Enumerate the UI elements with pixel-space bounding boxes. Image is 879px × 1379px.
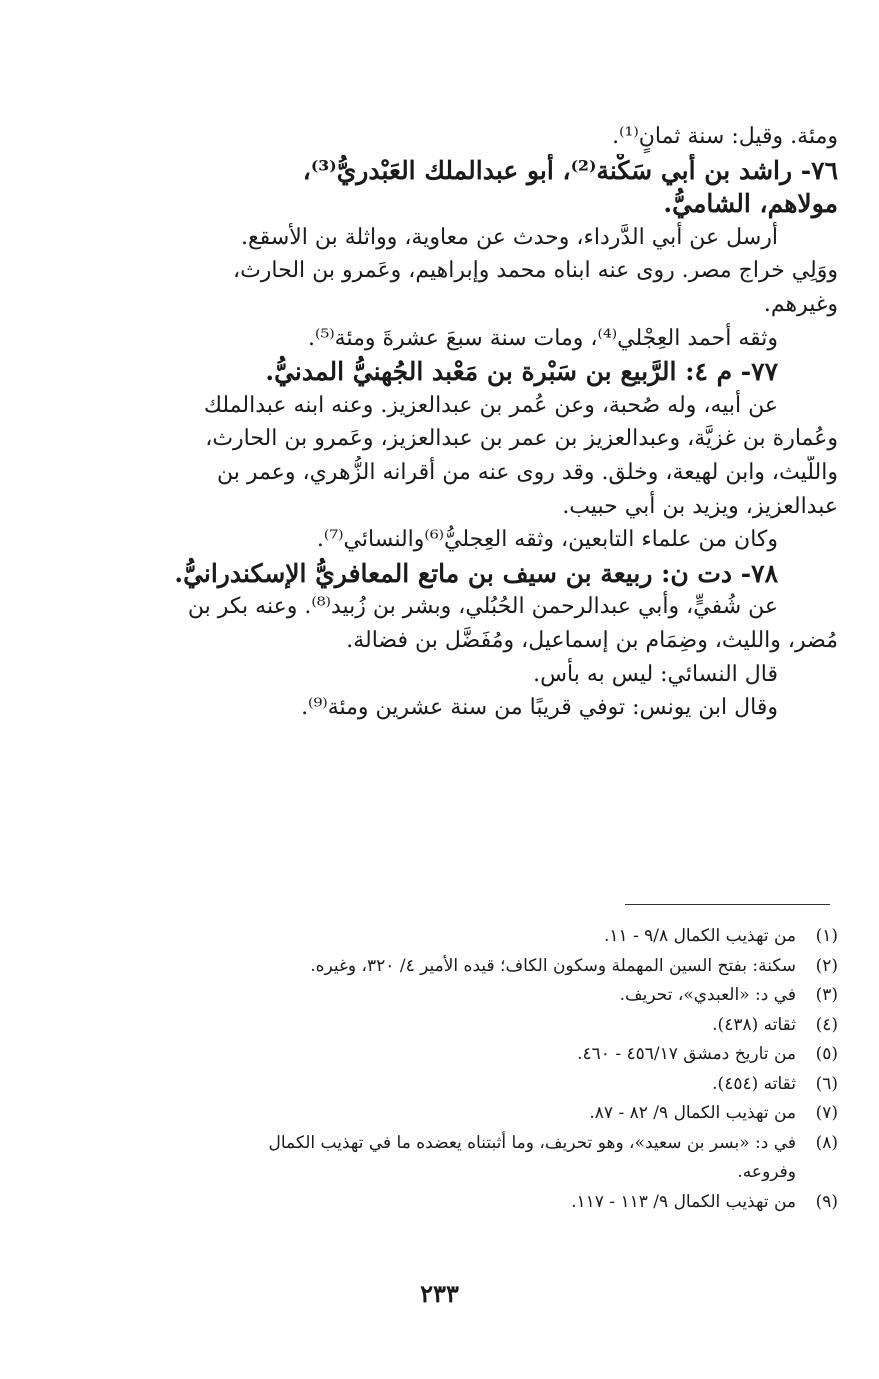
footnote-number: (١): [815, 926, 838, 946]
text-line: وثقه أحمد العِجْلي⁽⁴⁾، ومات سنة سبعَ عشرةَ ومئة⁽⁵⁾.: [308, 325, 778, 351]
footnote-number: (٦): [815, 1073, 838, 1094]
footnote: [120, 1099, 838, 1129]
footnotes: [120, 922, 838, 1217]
footnote: [120, 1129, 838, 1159]
footnote-text: من تهذيب الكمال ٩/ ١١٣ - ١١٧.: [571, 1191, 796, 1212]
footnote-text: من تهذيب الكمال ٩/ ٨٢ - ٨٧.: [589, 1103, 796, 1123]
text-line: وغيرهم.: [763, 291, 838, 317]
text-line: ووَلِي خراج مصر. روى عنه ابناه محمد وإبراهيم، وعَمرو بن الحارث،: [233, 258, 838, 284]
footnote-number: (٢): [815, 955, 838, 976]
footnote-text: من تاريخ دمشق ٤٥٦/١٧ - ٤٦٠.: [577, 1044, 796, 1064]
footnote: [120, 952, 838, 982]
footnote-text: في د: «العبدي»، تحريف.: [619, 985, 796, 1005]
footnote: [120, 1040, 838, 1070]
text-line: وكان من علماء التابعين، وثقه العِجليُّ⁽⁶⁾والنسائي⁽⁷⁾.: [316, 527, 778, 553]
entry-heading-78: ٧٨- دت ن: ربيعة بن سيف بن ماتع المعافريُّ الإسكندرانيُّ.: [174, 558, 778, 588]
page-number: ٢٣٣: [420, 1279, 459, 1308]
text-line: مُضر، والليث، وضِمَام بن إسماعيل، ومُفَضَّل بن فضالة.: [346, 627, 838, 653]
footnote-text: ثقاته (٤٥٤).: [712, 1073, 796, 1094]
text-line: أرسل عن أبي الدَّرداء، وحدث عن معاوية، وواثلة بن الأسقع.: [240, 224, 778, 250]
footnote: [120, 922, 838, 952]
footnote: [120, 981, 838, 1011]
entry-heading-77: ٧٧- م ٤: الرَّبيع بن سَبْرة بن مَعْبد الجُهنيُّ المدنيُّ.: [265, 357, 778, 387]
text-line: وقال ابن يونس: توفي قريبًا من سنة عشرين ومئة⁽⁹⁾.: [301, 695, 778, 721]
footnote-number: (٩): [815, 1191, 838, 1212]
footnote-number: (٣): [815, 985, 838, 1005]
footnote-text: في د: «بسر بن سعيد»، وهو تحريف، وما أثبتناه يعضده ما في تهذيب الكمال: [268, 1132, 796, 1153]
footnote-number: (٨): [815, 1132, 838, 1153]
text-line: عن أبيه، وله صُحبة، وعن عُمر بن عبدالعزيز. وعنه ابنه عبدالملك: [203, 392, 778, 418]
footnote-number: (٧): [815, 1103, 838, 1123]
footnote-text: ثقاته (٤٣٨).: [712, 1014, 796, 1035]
footnote-number: (٤): [815, 1014, 838, 1035]
entry-heading-76-cont: مولاهم، الشاميُّ.: [663, 189, 838, 219]
footnote: [120, 1070, 838, 1100]
text-line: واللَّيث، وابن لهيعة، وخلق. وقد روى عنه من أقرانه الزُّهري، وعمر بن: [217, 459, 838, 485]
entry-heading-76: ٧٦- راشد بن أبي سَكْنة⁽²⁾، أبو عبدالملك العَبْدريُّ⁽³⁾،: [302, 155, 838, 185]
main-text: [120, 120, 838, 725]
footnote: [120, 1011, 838, 1041]
text-line: قال النسائي: ليس به بأس.: [533, 661, 778, 687]
footnote-text: من تهذيب الكمال ٩/٨ - ١١.: [603, 926, 796, 946]
text-line: عن شُفيٍّ، وأبي عبدالرحمن الحُبُلي، وبشر بن زُبيد⁽⁸⁾. وعنه بكر بن: [187, 594, 778, 620]
footnote-continuation: وفروعه.: [737, 1162, 796, 1182]
footnote-text: سكنة: بفتح السين المهملة وسكون الكاف؛ قيده الأمير ٤/ ٣٢٠، وغيره.: [310, 955, 796, 976]
text-line: ومئة. وقيل: سنة ثمانٍ⁽¹⁾.: [612, 124, 838, 149]
text-line: وعُمارة بن غزيَّة، وعبدالعزيز بن عمر بن عبدالعزيز، وعَمرو بن الحارث،: [205, 426, 838, 452]
footnote-divider: [625, 904, 830, 905]
footnote-number: (٥): [815, 1044, 838, 1064]
footnote: [120, 1188, 838, 1218]
text-line: عبدالعزيز، ويزيد بن أبي حبيب.: [562, 493, 838, 519]
